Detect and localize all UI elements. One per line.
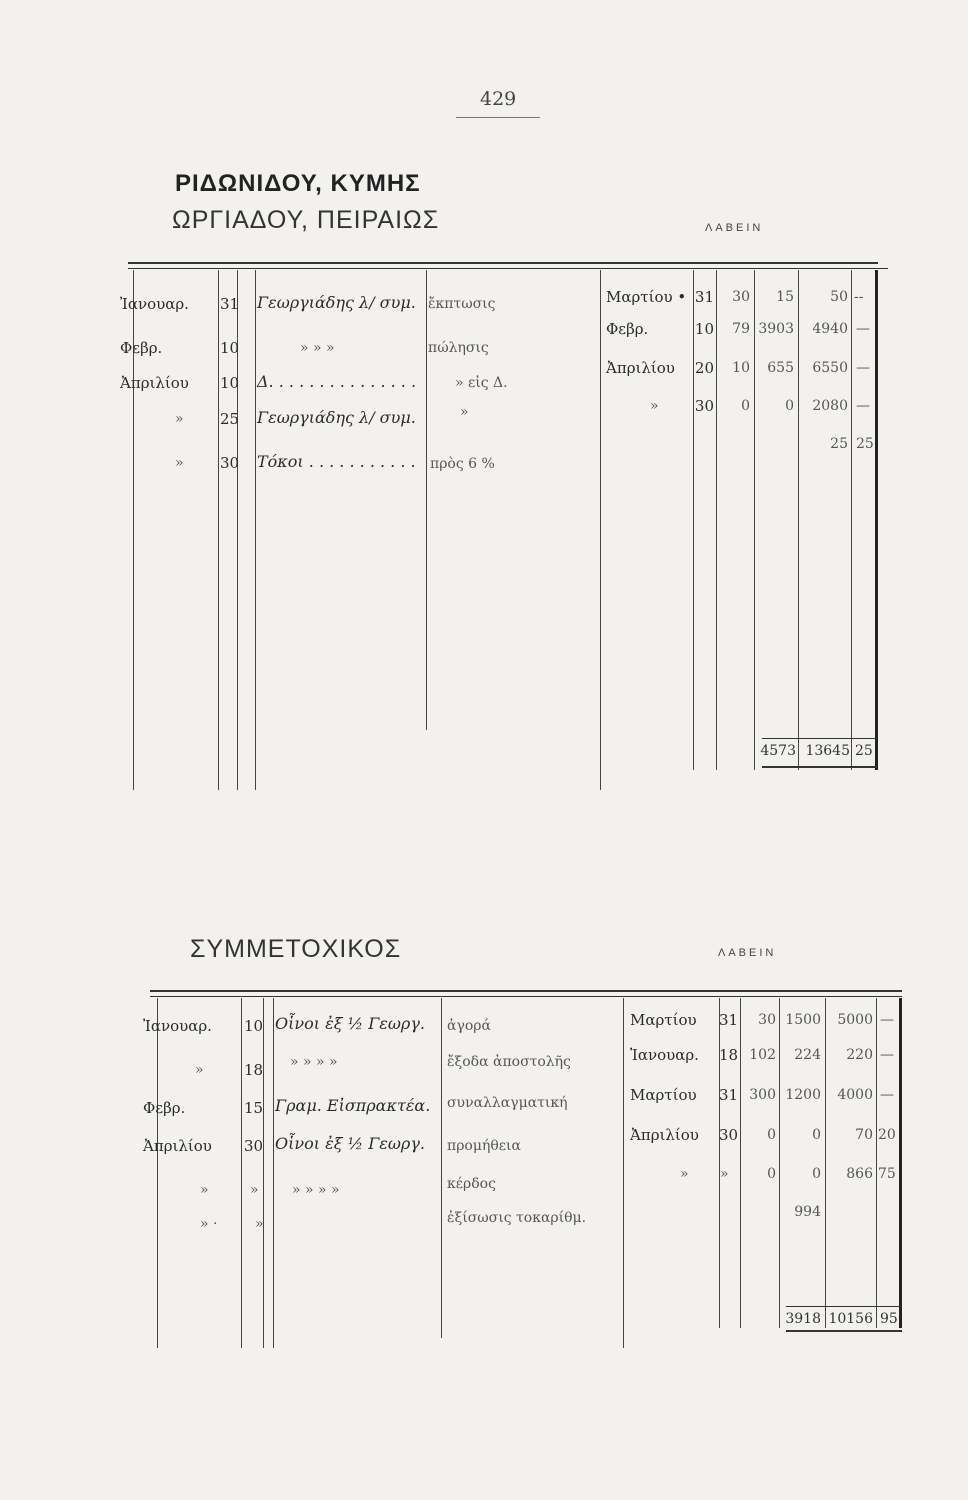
account1-left-day: 10	[220, 339, 240, 357]
account1-left-month: Φεβρ.	[120, 339, 163, 357]
account1-left-note: ἔκπτωσις	[428, 296, 496, 312]
account2-left-desc: Γραμ. Εἰσπρακτέα.	[275, 1096, 431, 1115]
account1-left-note: πώλησις	[428, 340, 489, 356]
account1-col-rule-desc2	[255, 270, 256, 790]
account1-left-desc: Γεωργιάδης λ/ συμ.	[257, 408, 416, 427]
account2-left-day: 30	[244, 1137, 264, 1155]
account2-left-month: »	[195, 1062, 204, 1078]
account2-right-c4: —	[880, 1012, 894, 1028]
account2-left-note: προμήθεια	[447, 1138, 521, 1154]
account2-left-desc: » » » »	[290, 1054, 338, 1070]
account2-top-rule-thin	[150, 996, 902, 997]
account2-right-c3: 5000	[837, 1012, 873, 1028]
account2-left-note: ἐξίσωσις τοκαρίθμ.	[447, 1210, 587, 1226]
account1-left-desc: Δ. . . . . . . . . . . . . . .	[257, 372, 417, 391]
account1-right-month: »	[650, 398, 659, 414]
account2-right-c3: 220	[846, 1047, 873, 1063]
account1-right-c4: —	[856, 360, 870, 376]
account1-col-rule-note	[426, 270, 427, 730]
account2-total-rule-top	[786, 1306, 902, 1307]
account1-right-c1: 0	[741, 398, 750, 414]
account1-right-day: 30	[694, 397, 714, 415]
account1-right-day: 10	[694, 320, 714, 338]
account2-left-note: ἀγορά	[447, 1018, 491, 1034]
account2-right-c4: —	[880, 1047, 894, 1063]
account1-right-day: 31	[694, 288, 714, 306]
account1-total-rule-top	[762, 738, 877, 739]
account1-right-c2: 0	[785, 398, 794, 414]
account1-right-month: Μαρτίου •	[606, 288, 687, 306]
account1-top-rule	[128, 262, 878, 264]
account2-left-month: » ·	[200, 1216, 218, 1232]
account1-left-month: »	[175, 411, 184, 427]
account2-right-c2: 994	[794, 1204, 821, 1220]
account2-right-c3: 866	[846, 1166, 873, 1182]
account2-top-rule	[150, 990, 902, 992]
account2-col-rule-desc2	[273, 998, 274, 1348]
account2-right-day: 30	[719, 1126, 739, 1144]
account2-right-c2: 1200	[785, 1087, 821, 1103]
account1-right-c2: 655	[767, 360, 794, 376]
account1-right-c2: 15	[776, 289, 794, 305]
account1-left-day: 25	[220, 410, 240, 428]
account2-right-c2: 0	[812, 1166, 821, 1182]
account2-total-1: 3918	[785, 1311, 821, 1327]
account2-right-c1: 30	[758, 1012, 776, 1028]
account1-right-c3: 50	[830, 289, 848, 305]
account2-right-c3: 4000	[837, 1087, 873, 1103]
account2-right-month: Ἰανουαρ.	[630, 1046, 699, 1064]
account2-right-c3: 70	[855, 1127, 873, 1143]
account2-left-day: 10	[244, 1017, 264, 1035]
account2-left-day: »	[250, 1182, 259, 1198]
account1-col-rule-day	[218, 270, 219, 790]
account1-col-rule-c2	[754, 270, 755, 770]
account2-right-c4: —	[880, 1087, 894, 1103]
account2-right-c2: 0	[812, 1127, 821, 1143]
account1-right-c3: 25	[830, 436, 848, 452]
account2-right-month: Ἀπριλίου	[630, 1126, 699, 1144]
account1-right-c2: 3903	[758, 321, 794, 337]
account2-left-day: 15	[244, 1099, 264, 1117]
account1-left-month: Ἰανουαρ.	[120, 295, 189, 313]
account1-col-rule-right	[875, 270, 878, 770]
account1-right-month: Ἀπριλίου	[606, 359, 675, 377]
account2-total-3: 95	[880, 1311, 898, 1327]
account1-right-c4: --	[854, 289, 864, 305]
page-number: 429	[480, 88, 517, 110]
account1-right-c3: 6550	[812, 360, 848, 376]
account2-col-rule-center	[623, 998, 624, 1348]
account1-right-c3: 4940	[812, 321, 848, 337]
account2-right-c4: 20	[878, 1127, 896, 1143]
account2-credit-header: ΛΑΒΕΙΝ	[718, 947, 777, 959]
account1-col-rule-c4	[851, 270, 852, 770]
account2-title: ΣΥΜΜΕΤΟΧΙΚΟΣ	[190, 935, 402, 963]
account1-left-day: 31	[220, 295, 240, 313]
account2-right-c1: 300	[749, 1087, 776, 1103]
account1-total-rule-bottom	[762, 766, 877, 768]
account2-right-month: »	[680, 1166, 689, 1182]
account1-left-desc: Τόκοι . . . . . . . . . . .	[257, 452, 416, 471]
account2-left-note: κέρδος	[447, 1176, 496, 1192]
account1-right-c1: 79	[732, 321, 750, 337]
account2-right-day: 31	[719, 1011, 739, 1029]
account1-col-rule-c3	[798, 270, 799, 770]
account2-left-day: 18	[244, 1061, 264, 1079]
account1-right-month: Φεβρ.	[606, 320, 649, 338]
account1-credit-header: ΛΑΒΕΙΝ	[705, 222, 764, 234]
account1-col-rule-center	[600, 270, 601, 790]
account2-right-c1: 0	[767, 1127, 776, 1143]
account2-left-month: Ἰανουαρ.	[143, 1017, 212, 1035]
account2-left-month: Φεβρ.	[143, 1099, 186, 1117]
account2-left-note: συναλλαγματική	[447, 1095, 568, 1111]
account2-total-rule-bottom	[786, 1330, 902, 1332]
account1-col-rule-c1	[716, 270, 717, 770]
account2-total-2: 10156	[828, 1311, 873, 1327]
account1-title-line1: ΡΙΔΩΝΙΔΟΥ, ΚΥΜΗΣ	[175, 170, 421, 197]
account2-right-c4: 75	[878, 1166, 896, 1182]
account2-col-rule-note	[441, 998, 442, 1338]
account2-left-month: Ἀπριλίου	[143, 1137, 212, 1155]
account2-col-rule-day	[241, 998, 242, 1348]
account1-left-day: 10	[220, 374, 240, 392]
account1-right-c1: 30	[732, 289, 750, 305]
account1-left-month: »	[175, 455, 184, 471]
account1-left-month: Ἀπριλίου	[120, 374, 189, 392]
account2-left-desc: » » » »	[292, 1182, 340, 1198]
account1-col-rule-rday	[693, 270, 694, 770]
page-number-rule	[456, 117, 540, 118]
account1-left-note: » εἰς Δ.	[455, 375, 508, 391]
account1-right-c4: 25	[856, 436, 874, 452]
account1-left-note: πρὸς 6 %	[430, 456, 495, 472]
account2-right-day: 31	[719, 1086, 739, 1104]
account1-right-c4: —	[856, 398, 870, 414]
account2-col-rule-c4	[876, 998, 877, 1328]
account2-left-note: ἔξοδα ἀποστολῆς	[447, 1054, 571, 1070]
account2-right-c1: 102	[749, 1047, 776, 1063]
account1-right-day: 20	[694, 359, 714, 377]
account2-col-rule-left	[157, 998, 158, 1348]
account2-right-c2: 224	[794, 1047, 821, 1063]
account1-left-day: 30	[220, 454, 240, 472]
account2-right-c2: 1500	[785, 1012, 821, 1028]
account1-top-rule-thin	[128, 268, 888, 269]
account1-title-line2: ΩΡΓΙΑΔΟΥ, ΠΕΙΡΑΙΩΣ	[172, 206, 440, 234]
account1-total-3: 25	[855, 743, 873, 759]
account2-right-day: »	[720, 1166, 729, 1182]
account1-right-c1: 10	[732, 360, 750, 376]
account2-left-day: »	[255, 1216, 264, 1232]
account2-left-desc: Οἶνοι ἐξ ½ Γεωργ.	[275, 1014, 425, 1033]
account2-right-month: Μαρτίου	[630, 1011, 697, 1029]
account1-right-c4: —	[856, 321, 870, 337]
account2-left-month: »	[200, 1182, 209, 1198]
account1-right-c3: 2080	[812, 398, 848, 414]
account1-total-1: 4573	[760, 743, 796, 759]
account2-right-day: 18	[719, 1046, 739, 1064]
account2-col-rule-desc	[263, 998, 264, 1348]
account1-left-desc: » » »	[300, 340, 335, 356]
account2-right-c1: 0	[767, 1166, 776, 1182]
account1-total-2: 13645	[805, 743, 850, 759]
account2-right-month: Μαρτίου	[630, 1086, 697, 1104]
account2-left-desc: Οἶνοι ἐξ ½ Γεωργ.	[275, 1134, 425, 1153]
account2-col-rule-right	[899, 998, 902, 1328]
account1-left-note: »	[460, 404, 469, 420]
account1-left-desc: Γεωργιάδης λ/ συμ.	[257, 293, 416, 312]
